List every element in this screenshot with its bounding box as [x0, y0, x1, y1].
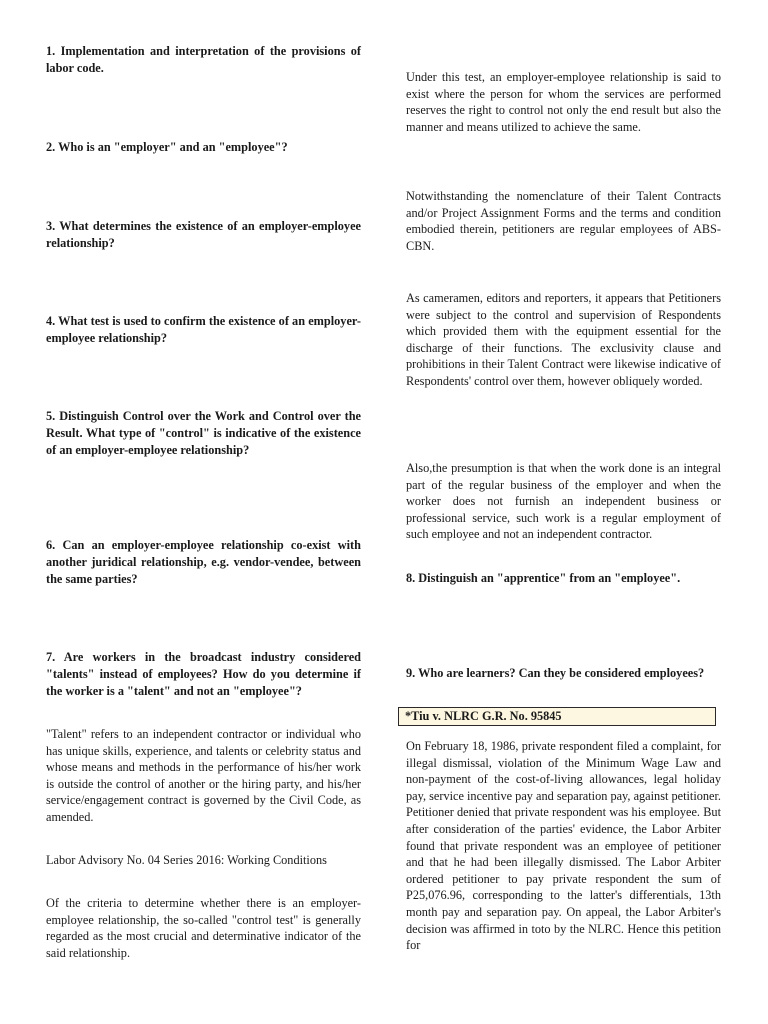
question-5: 5. Distinguish Control over the Work and Control over the Result. What type of "control" is indicative of the existence of an employer-employee relationship?: [46, 409, 361, 457]
presumption-paragraph: Also,the presumption is that when the work done is an integral part of the regular business of the employer and when the worker does not furnish an independent business or professional service, such work is a regular employment of such employee and not an independent contractor.: [406, 461, 721, 542]
notwithstanding-paragraph: Notwithstanding the nomenclature of their Talent Contracts and/or Project Assignment Forms and the terms and condition embodied therein, petitioners are regular employees of ABS-CBN.: [406, 189, 721, 253]
under-this-test-paragraph: Under this test, an employer-employee relationship is said to exist where the person for whom the services are performed reserves the right to control not only the end result but also the manner and means utilized to achieve the same.: [406, 70, 721, 134]
question-8: 8. Distinguish an "apprentice" from an "employee".: [406, 571, 681, 585]
question-3: 3. What determines the existence of an employer-employee relationship?: [46, 219, 361, 250]
question-2: 2. Who is an "employer" and an "employee"?: [46, 140, 288, 154]
case-title-box: *Tiu v. NLRC G.R. No. 95845: [398, 707, 716, 726]
question-6: 6. Can an employer-employee relationship co-exist with another juridical relationship, e.g. vendor-vendee, between the same parties?: [46, 538, 361, 586]
question-9: 9. Who are learners? Can they be considered employees?: [406, 666, 705, 680]
question-1: 1. Implementation and interpretation of the provisions of labor code.: [46, 44, 361, 75]
question-7: 7. Are workers in the broadcast industry considered "talents" instead of employees? How do you determine if the worker is a "talent" and not an "employee"?: [46, 650, 361, 698]
case-facts-paragraph: On February 18, 1986, private respondent filed a complaint, for illegal dismissal, violation of the Minimum Wage Law and non-payment of the cost-of-living allowances, legal holiday pay, service incentive pay and separation pay, against petitioner. Petitioner denied that private respondent was his employee. But after consideration of the parties' evidence, the Labor Arbiter found that private respondent was an employee of petitioner and that he had been illegally dismissed. The Labor Arbiter ordered petitioner to pay private respondent the sum of P25,076.96, corresponding to the latter's differentials, 13th month pay and separation pay. On appeal, the Labor Arbiter's decision was affirmed in toto by the NLRC. Hence this petition for: [406, 739, 721, 953]
control-test-paragraph: Of the criteria to determine whether there is an employer-employee relationship, the so-called "control test" is generally regarded as the most crucial and determinative indicator of the said relationship.: [46, 896, 361, 960]
labor-advisory-paragraph: Labor Advisory No. 04 Series 2016: Working Conditions: [46, 853, 327, 867]
question-4: 4. What test is used to confirm the existence of an employer-employee relationship?: [46, 314, 361, 345]
cameramen-paragraph: As cameramen, editors and reporters, it appears that Petitioners were subject to the control and supervision of Respondents which provided them with the equipment essential for the discharge of their functions. The exclusivity clause and prohibitions in their Talent Contract were likewise indicative of Respondents' control over them, however obliquely worded.: [406, 291, 721, 388]
talent-definition-paragraph: "Talent" refers to an independent contractor or individual who has unique skills, experience, and talents or celebrity status and whose means and methods in the performance of his/her work is outside the control of another or the hiring party, and his/her service/engagement contract is governed by the Civil Code, as amended.: [46, 727, 361, 824]
